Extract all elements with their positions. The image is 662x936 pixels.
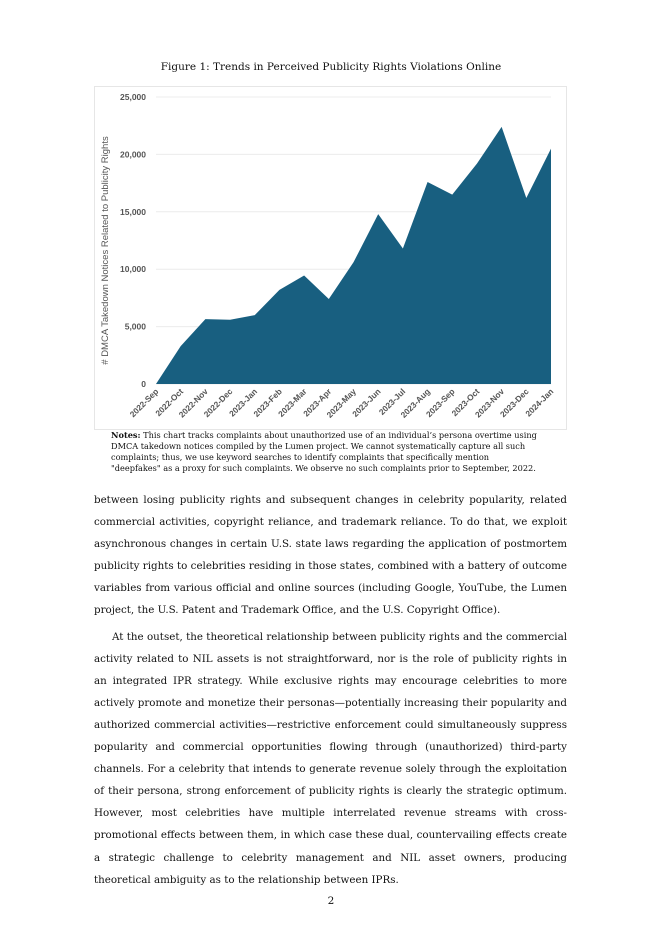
- x-tick-label: 2022-Sep: [127, 386, 161, 420]
- x-tick-label: 2023-Nov: [472, 386, 507, 420]
- x-tick-label: 2023-Feb: [251, 386, 284, 419]
- figure-caption: Figure 1: Trends in Perceived Publicity Rights Violations Online: [160, 61, 502, 73]
- paragraph: between losing publicity rights and subsequent changes in celebrity popularity, related commercial activities, copyright reliance, and trademark reliance. To do that, we exploit asynchronous changes in certain U.S. state laws regarding the application of postmortem publicity rights to celebrities residing in those states, combined with a battery of outcome variables from various official and online sources (including Google, YouTube, the Lumen project, the U.S. Patent and Trademark Office, and the U.S. Copyright Office).: [94, 494, 567, 617]
- x-tick-label: 2023-Sep: [423, 386, 457, 420]
- x-tick-label: 2023-Aug: [398, 386, 432, 420]
- y-tick-label: 0: [141, 379, 146, 389]
- figure-notes: [111, 430, 541, 474]
- page-number: 2: [327, 895, 335, 907]
- x-tick-label: 2022-Oct: [153, 386, 186, 419]
- x-tick-label: 2023-Jan: [226, 386, 260, 419]
- chart-container: [94, 86, 567, 430]
- area-chart: [95, 87, 566, 429]
- y-tick-label: 5,000: [124, 321, 146, 332]
- y-tick-label: 15,000: [120, 206, 146, 217]
- x-tick-label: 2023-Mar: [276, 386, 309, 419]
- x-tick-label: 2023-Oct: [449, 386, 482, 419]
- chart-area-series: [156, 127, 551, 384]
- x-tick-label: 2024-Jan: [523, 386, 556, 419]
- x-tick-label: 2023-Jul: [376, 386, 408, 417]
- y-tick-label: 20,000: [120, 149, 146, 160]
- notes-label: Notes:: [111, 430, 141, 440]
- y-axis-label: # DMCA Takedown Notices Related to Publicity Rights: [100, 136, 111, 365]
- x-tick-label: 2022-Dec: [201, 386, 235, 420]
- x-tick-label: 2022-Nov: [176, 386, 210, 420]
- x-tick-label: 2023-Jun: [350, 386, 383, 419]
- x-tick-label: 2023-Dec: [497, 386, 531, 420]
- body-text: [94, 489, 567, 891]
- x-axis-ticks: [128, 386, 556, 420]
- y-tick-label: 10,000: [120, 264, 146, 275]
- y-axis-ticks: [120, 92, 146, 389]
- x-tick-label: 2023-Apr: [301, 386, 334, 419]
- notes-text: This chart tracks complaints about unauthorized use of an individual’s persona overtime using DMCA takedown notices compiled by the Lumen project. We cannot systematically capture all such complaints; thus, we use keyword searches to identify complaints that specifically mention "deepfakes" as a proxy for such complaints. We observe no such complaints prior to September, 2022.: [111, 430, 537, 473]
- paragraph: At the outset, the theoretical relationship between publicity rights and the commercial activity related to NIL assets is not straightforward, nor is the role of publicity rights in an integrated IPR strategy. While exclusive rights may encourage celebrities to more actively promote and monetize their personas—potentially increasing their popularity and authorized commercial activities—restrictive enforcement could simultaneously suppress popularity and commercial opportunities flowing through (unauthorized) third-party channels. For a celebrity that intends to generate revenue solely through the exploitation of their persona, strong enforcement of publicity rights is clearly the strategic optimum. However, most celebrities have multiple interrelated revenue streams with cross-promotional effects between them, in which case these dual, countervailing effects create a strategic challenge to celebrity management and NIL asset owners, producing theoretical ambiguity as to the relationship between IPRs.: [94, 630, 567, 886]
- y-tick-label: 25,000: [120, 92, 146, 102]
- x-tick-label: 2023-May: [324, 386, 358, 420]
